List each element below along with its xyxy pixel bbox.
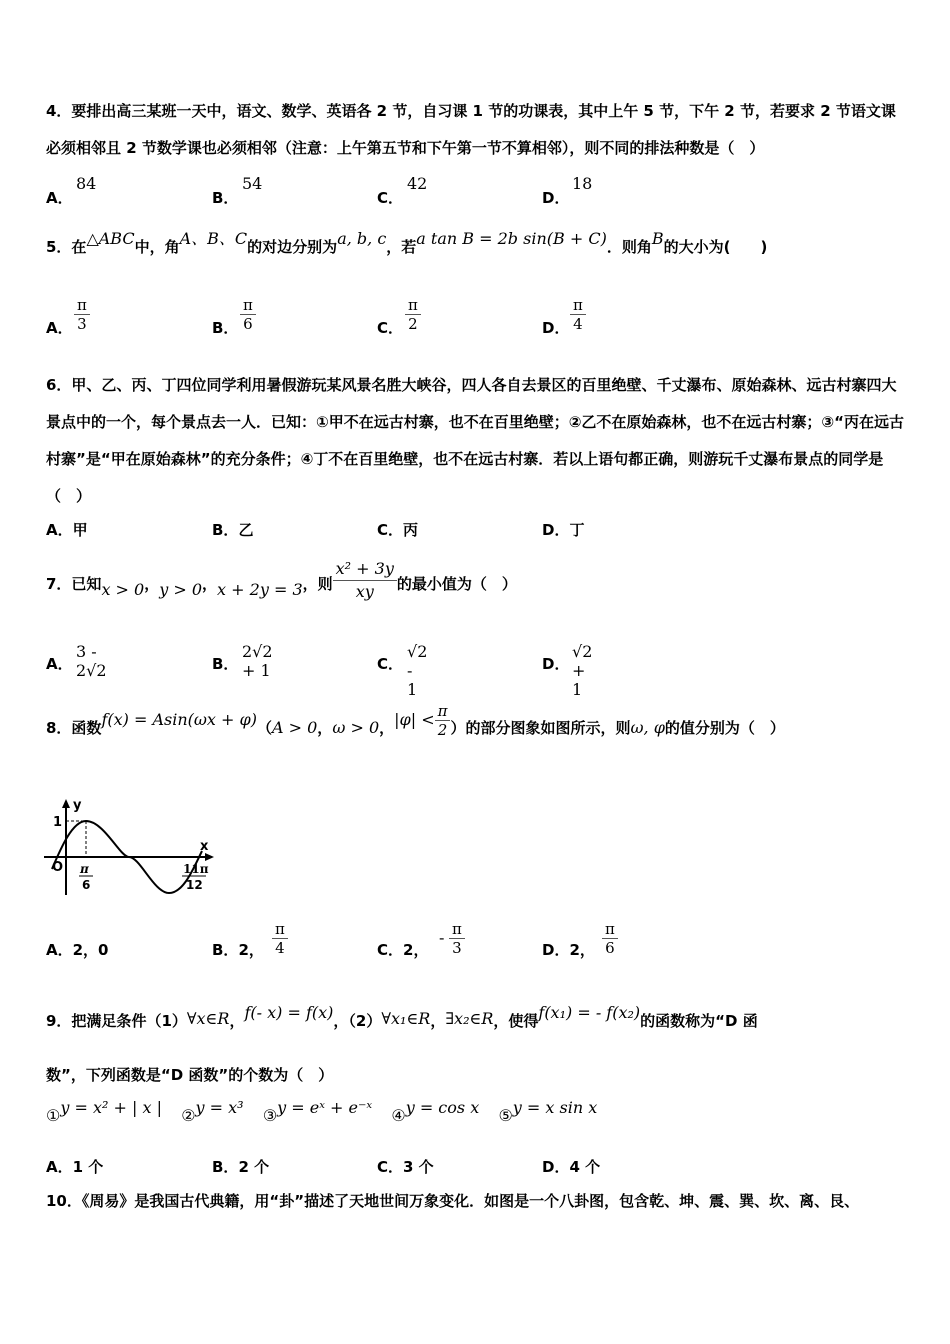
- func-1: ①y = x² + | x |: [46, 1098, 162, 1125]
- question-9-options: A．1 个 B．2 个 C．3 个 D．4 个: [46, 1158, 601, 1176]
- func-5: ⑤y = x sin x: [498, 1098, 598, 1125]
- y-axis-label: y: [73, 798, 82, 813]
- x-tick-pi6-den: 6: [82, 878, 91, 892]
- func-2: ②y = x³: [181, 1098, 244, 1125]
- question-10-text: 10．《周易》是我国古代典籍，用“卦”描述了天地世间万象变化．如图是一个八卦图，包含乾、坤、震、巽、坎、离、艮、: [46, 1192, 860, 1210]
- question-9-text: 9．把满足条件（1）∀x∈R，f(- x) = f(x)，（2）∀x₁∈R，∃x₂∈R，使得f(x₁) = - f(x₂)的函数称为“D 函: [46, 1003, 758, 1030]
- func-3: ③y = eˣ + e⁻ˣ: [262, 1098, 373, 1125]
- y-axis-arrow: [62, 799, 70, 808]
- question-6-text: 6．甲、乙、丙、丁四位同学利用暑假游玩某风景名胜大峡谷，四人各自去景区的百里绝壁、千丈瀑布、原始森林、远古村寨四大景点中的一个，每个景点去一人．已知：①甲不在远古村寨，也不在百里绝壁；②乙不在原始森林，也不在远古村寨；③“丙在远古村寨”是“甲在原始森林”的充分条件；④丁不在百里绝壁，也不在远古村寨．若以上语句都正确，则游玩千丈瀑布景点的同学是（ ）: [46, 376, 904, 505]
- question-7-options: A． 3 - 2√2 B． 2√2 + 1 C． √2 - 1 D． √2 + 1: [46, 642, 593, 699]
- question-9-functions: [46, 1098, 597, 1132]
- option-c: C．2， - $\frac{\pi}{3}$: [377, 920, 517, 966]
- option-d: D．2， $\frac{\pi}{6}$: [542, 920, 682, 966]
- origin-label: O: [52, 860, 64, 875]
- question-4-text: 4．要排出高三某班一天中，语文、数学、英语各 2 节，自习课 1 节的功课表，其中上午 5 节，下午 2 节，若要求 2 节语文课必须相邻且 2 节数学课也必须相邻（注意：上午第五节和下午第一节不算相邻），则不同的排法种数是（ ）: [46, 102, 896, 157]
- question-8-text: 8．函数f(x) = Asin(ωx + φ)（A > 0，ω > 0，|φ| < $\frac{\pi}{2}$ ）的部分图象如图所示，则ω, φ的值分别为（ ）: [46, 702, 785, 739]
- question-5-options: A． $\frac{\pi}{3}$ B． $\frac{\pi}{6}$ C． $\frac{\pi}{2}$ D． $\frac{\pi}{4}$: [46, 296, 906, 342]
- sine-graph: [42, 795, 222, 900]
- x-axis-arrow: [205, 853, 214, 861]
- func-4: ④y = cos x: [391, 1098, 480, 1125]
- x-axis-label: x: [200, 839, 209, 854]
- question-8-options: A．2，0 B．2， $\frac{\pi}{4}$ C．2， - $\frac{\pi}{3}$ D．2， $\frac{\pi}{6}$: [46, 920, 906, 966]
- x-tick-11pi12-den: 12: [186, 878, 203, 892]
- question-4-options: A． 84 B． 54 C． 42 D． 18: [46, 174, 593, 207]
- y-tick-label: 1: [53, 815, 63, 830]
- question-6-options: A．甲 B．乙 C．丙 D．丁: [46, 521, 585, 539]
- question-9-line2: 数”，下列函数是“D 函数”的个数为（ ）: [46, 1066, 334, 1084]
- x-tick-pi6-num: π: [80, 862, 89, 876]
- option-b: B．2， $\frac{\pi}{4}$: [212, 920, 352, 966]
- question-5-text: 5．在△ABC中，角A、B、C的对边分别为a, b, c，若a tan B = 2b sin(B + C)．则角B的大小为( ): [46, 229, 768, 256]
- question-7-text: 7．已知x > 0，y > 0，x + 2y = 3，则 $\frac{\text{x² + 3y}}{xy}$ 的最小值为（ ）: [46, 559, 517, 601]
- x-tick-11pi12-num: 11π: [183, 862, 209, 876]
